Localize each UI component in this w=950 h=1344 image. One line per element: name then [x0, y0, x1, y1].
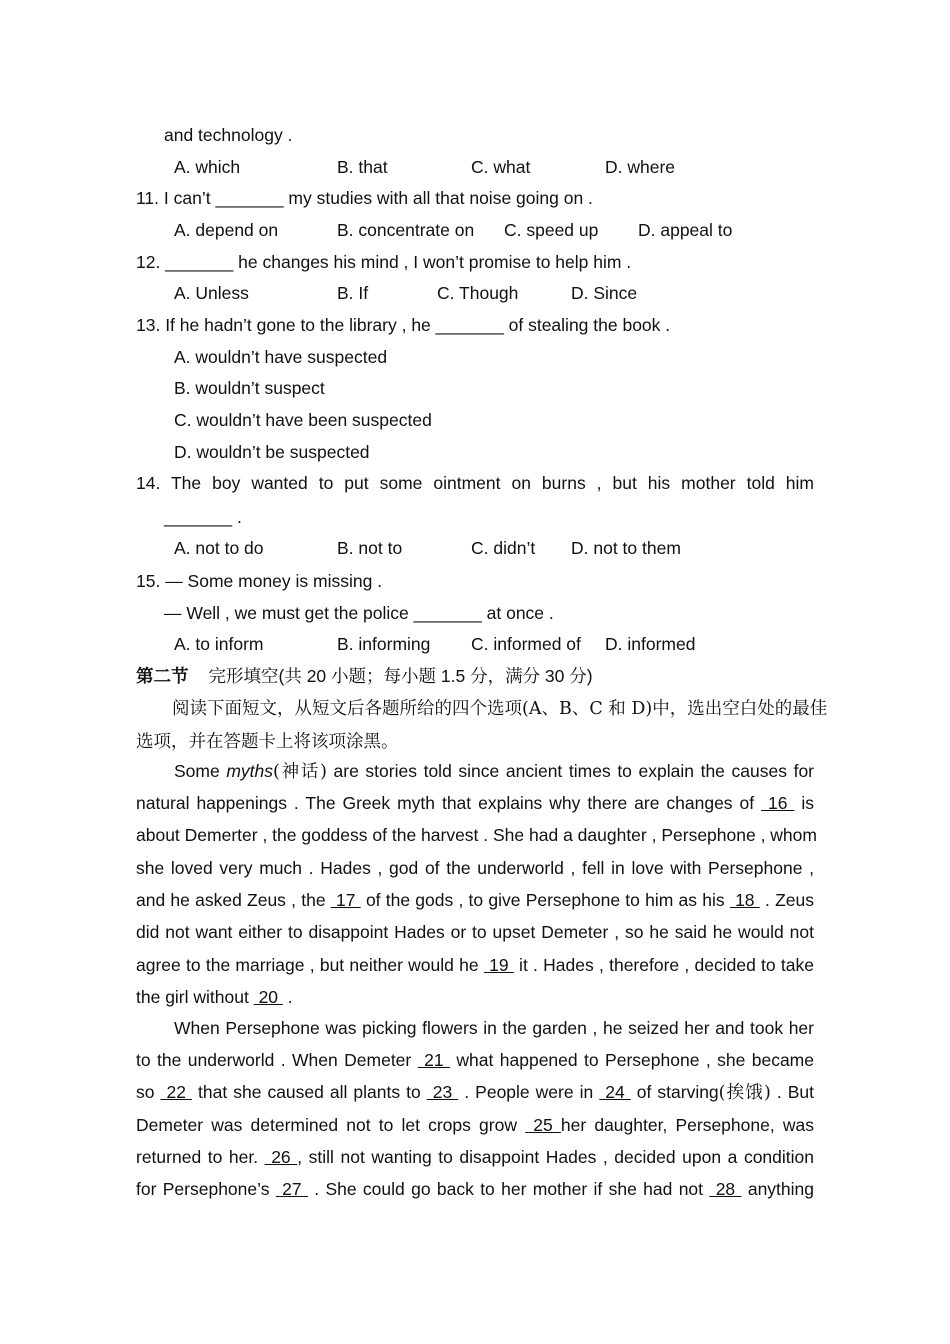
q14-option-d: D. not to them — [571, 538, 681, 558]
blank-22: 22 — [160, 1082, 192, 1102]
section-number: 第二节 — [136, 666, 189, 686]
q11-option-b: B. concentrate on — [337, 220, 475, 240]
q11-stem: 11. I can’t _______ my studies with all that noise going on . — [136, 188, 593, 208]
blank-28: 28 — [709, 1179, 742, 1199]
instructions-line-1: 阅读下面短文，从短文后各题所给的四个选项(A、B、C 和 D)中，选出空白处的最佳 — [172, 699, 828, 719]
q12-option-d: D. Since — [571, 283, 638, 303]
q12-option-a: A. Unless — [174, 283, 249, 303]
q14-option-b: B. not to — [337, 538, 403, 558]
blank-24: 24 — [599, 1082, 631, 1102]
q10-option-c: C. what — [471, 157, 531, 177]
q14-option-a: A. not to do — [174, 538, 264, 558]
passage-p2-line-2: to the underworld . When Demeter 21 what happened to Persephone , she became — [136, 1050, 814, 1070]
passage-p2-line-4: Demeter was determined not to let crops grow 25 her daughter, Persephone, was — [136, 1115, 814, 1135]
q15-option-d: D. informed — [605, 634, 696, 654]
blank-25: 25 — [525, 1115, 561, 1135]
passage-line-8: the girl without 20 . — [136, 987, 293, 1007]
passage-p2-line-1: When Persephone was picking flowers in the garden , he seized her and took her — [174, 1018, 814, 1038]
passage-p2-line-6: for Persephone’s 27 . She could go back to her mother if she had not 28 anything — [136, 1179, 814, 1199]
passage-line-6: did not want either to disappoint Hades or to upset Demeter , so he said he would not — [136, 922, 814, 942]
q13-option-d: D. wouldn’t be suspected — [174, 442, 370, 462]
q15-dialogue-line-2: — Well , we must get the police _______ at once . — [164, 603, 554, 623]
passage-p2-line-5: returned to her. 26 , still not wanting to disappoint Hades , decided upon a condition — [136, 1147, 814, 1167]
blank-16: 16 — [761, 793, 795, 813]
blank-23: 23 — [426, 1082, 459, 1102]
passage-line-1: Some myths(神话) are stories told since ancient times to explain the causes for — [174, 761, 815, 782]
q13-option-a: A. wouldn’t have suspected — [174, 347, 388, 367]
passage-line-7: agree to the marriage , but neither would he 19 it . Hades , therefore , decided to take — [136, 955, 814, 975]
q12-option-b: B. If — [337, 283, 369, 303]
q15-dialogue-line-1: 15. — Some money is missing . — [136, 571, 383, 591]
q11-option-c: C. speed up — [504, 220, 599, 240]
q14-stem: 14. The boy wanted to put some ointment on burns , but his mother told him — [136, 473, 814, 493]
section-heading — [136, 664, 593, 688]
passage-line-5: and he asked Zeus , the 17 of the gods , to give Persephone to him as his 18 . Zeus — [136, 890, 814, 910]
q12-option-c: C. Though — [437, 283, 519, 303]
q10-option-b: B. that — [337, 157, 388, 177]
instructions-line-2: 选项，并在答题卡上将该项涂黑。 — [136, 732, 399, 752]
q11-option-a: A. depend on — [174, 220, 279, 240]
section-title: 完形填空(共 20 小题；每小题 1.5 分，满分 30 分) — [208, 666, 593, 686]
blank-27: 27 — [275, 1179, 308, 1199]
q13-option-c: C. wouldn’t have been suspected — [174, 410, 432, 430]
q12-stem: 12. _______ he changes his mind , I won’t promise to help him . — [136, 252, 632, 272]
q10-option-a: A. which — [174, 157, 241, 177]
passage-line-3: about Demerter , the goddess of the harvest . She had a daughter , Persephone , whom — [136, 825, 817, 845]
blank-18: 18 — [729, 890, 760, 910]
q14-stem-continued: _______ . — [164, 507, 242, 527]
q15-option-b: B. informing — [337, 634, 431, 654]
blank-26: 26 — [264, 1147, 298, 1167]
q14-option-c: C. didn’t — [471, 538, 536, 558]
term-myths: myths — [226, 761, 274, 781]
blank-17: 17 — [330, 890, 361, 910]
passage-line-2: natural happenings . The Greek myth that explains why there are changes of 16 is — [136, 793, 814, 813]
blank-20: 20 — [253, 987, 283, 1007]
q10-option-d: D. where — [605, 157, 676, 177]
q10-stem-tail: and technology . — [164, 125, 293, 145]
q15-option-c: C. informed of — [471, 634, 581, 654]
q13-stem: 13. If he hadn’t gone to the library , he _______ of stealing the book . — [136, 315, 671, 335]
passage-line-4: she loved very much . Hades , god of the underworld , fell in love with Persephone , — [136, 858, 814, 878]
q15-option-a: A. to inform — [174, 634, 264, 654]
passage-p2-line-3: so 22 that she caused all plants to 23 . People were in 24 of starving(挨饿) . But — [136, 1082, 814, 1103]
blank-21: 21 — [417, 1050, 450, 1070]
q13-option-b: B. wouldn’t suspect — [174, 378, 325, 398]
blank-19: 19 — [483, 955, 514, 975]
q11-option-d: D. appeal to — [638, 220, 733, 240]
